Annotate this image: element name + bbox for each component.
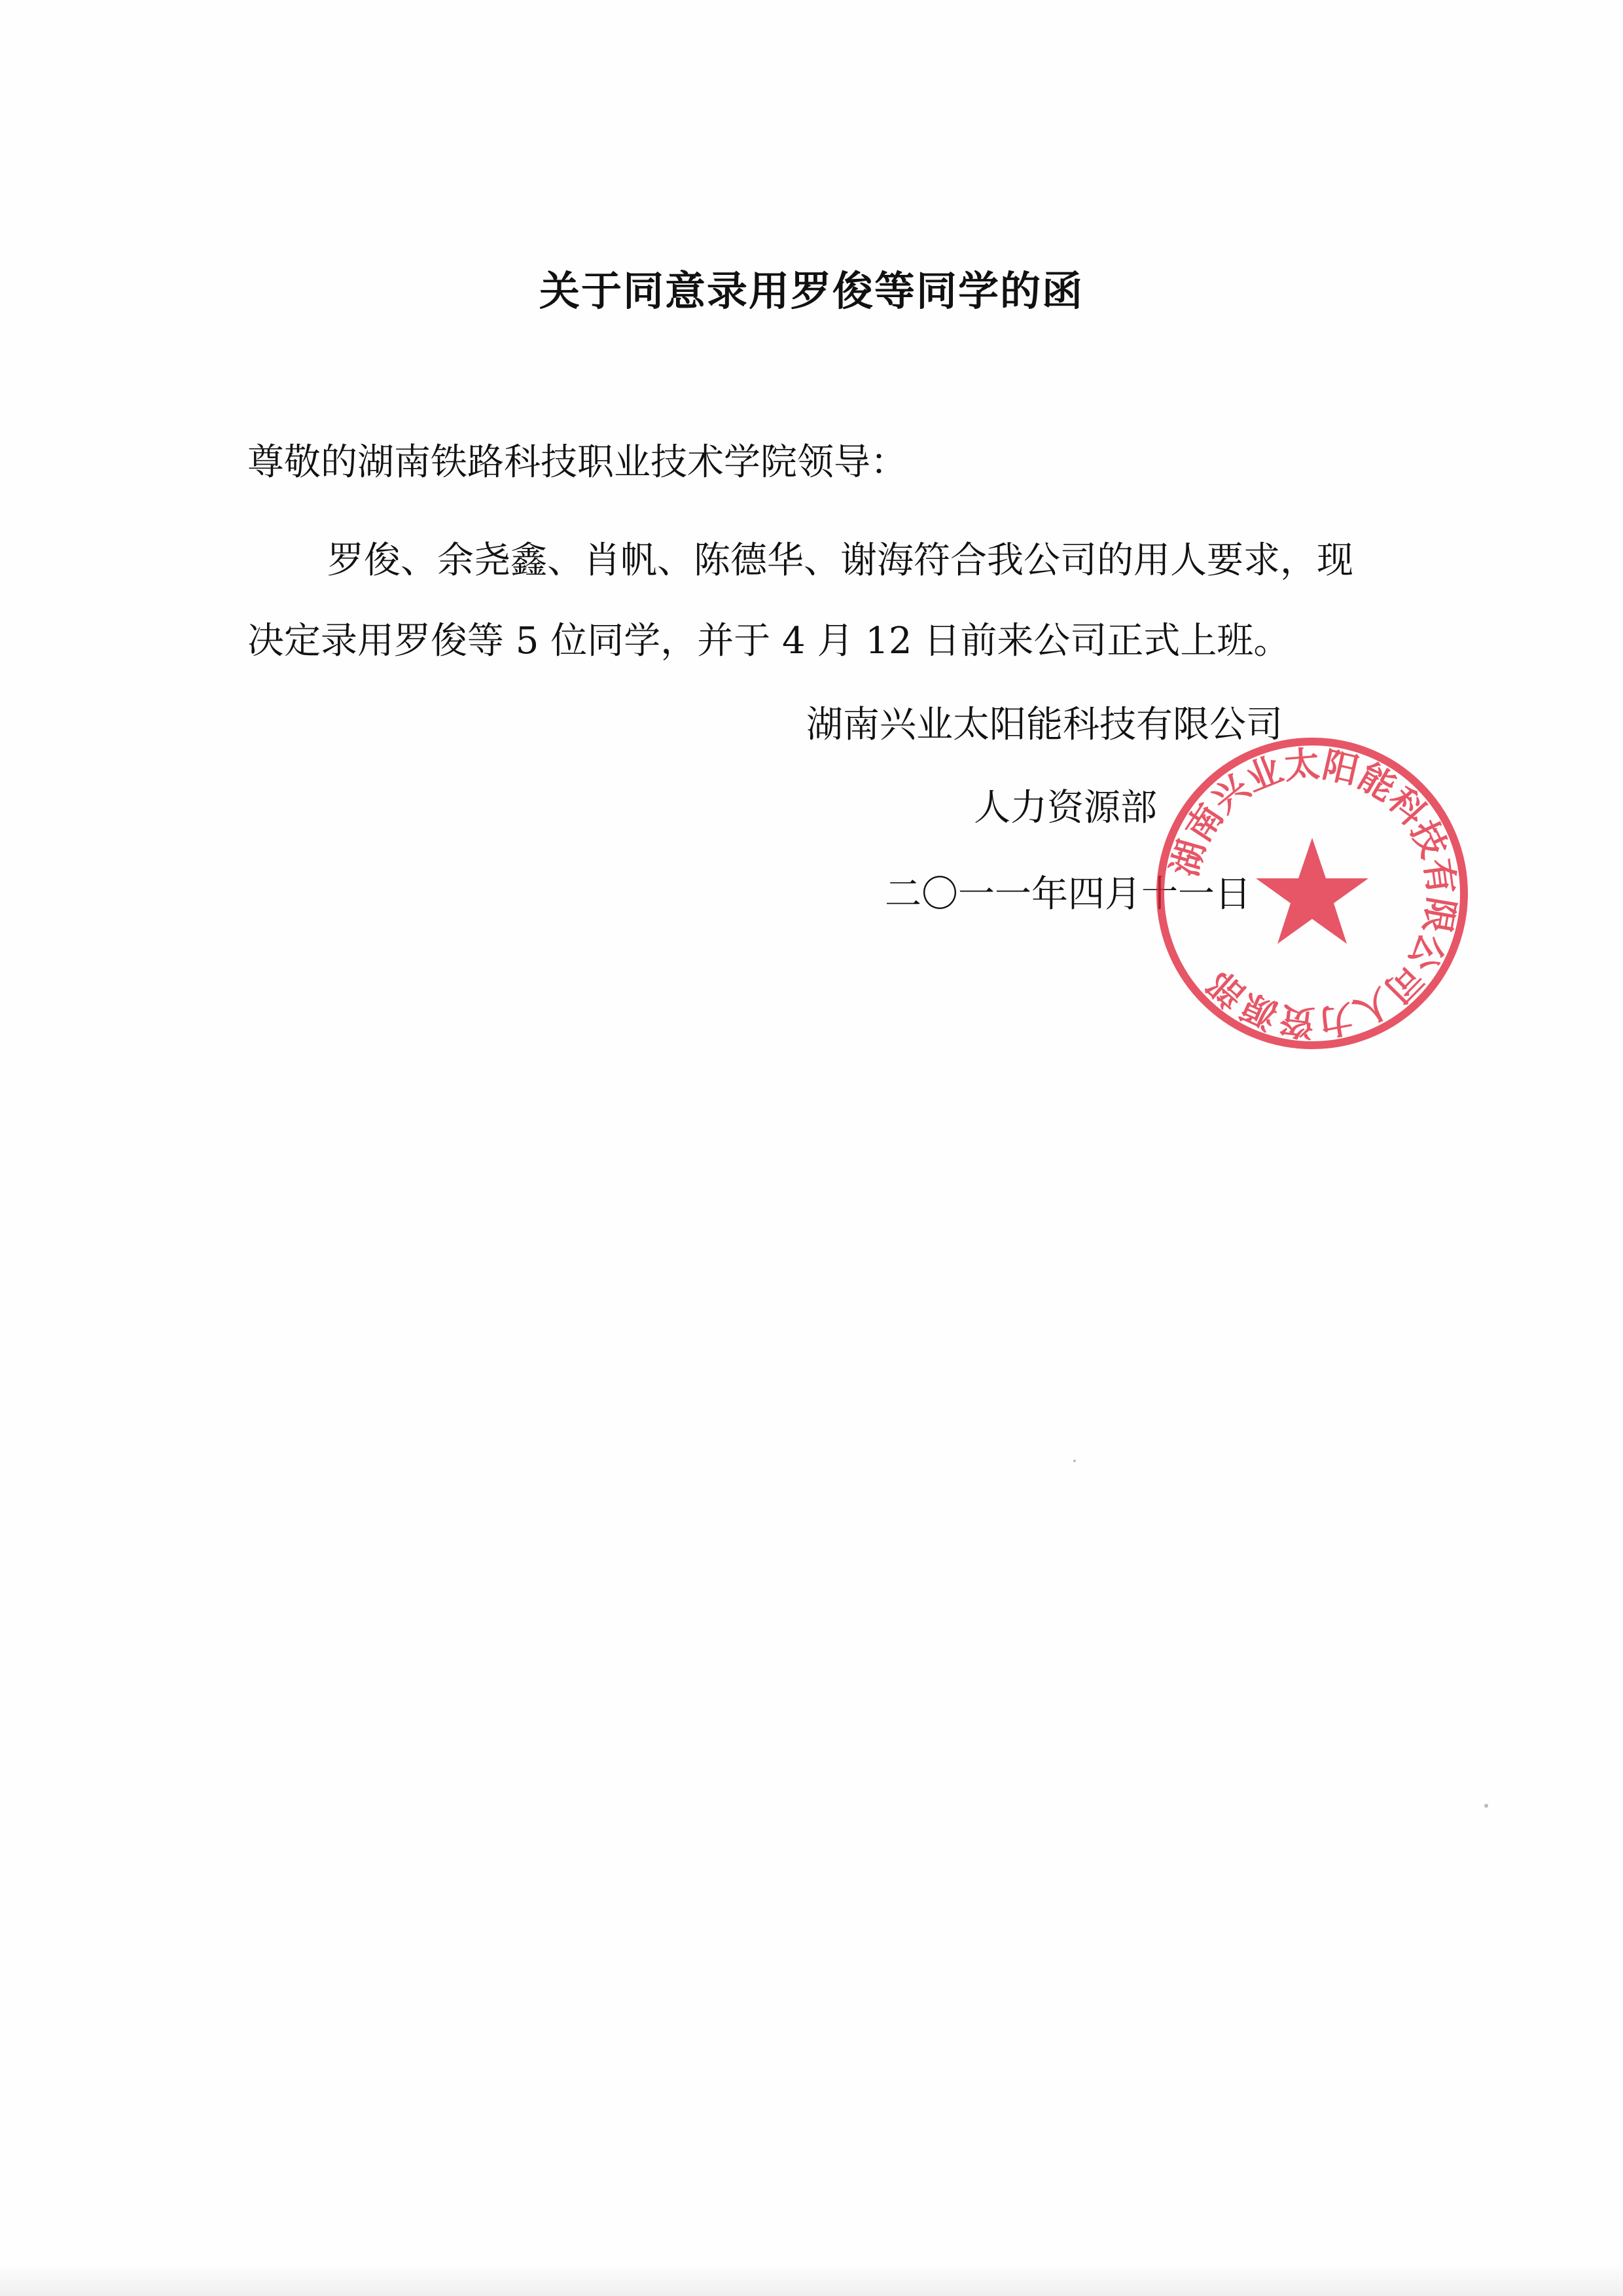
signature-date: 二〇一一年四月十一日: [885, 873, 1251, 916]
letter-salutation: 尊敬的湖南铁路科技职业技术学院领导：: [247, 441, 907, 484]
letter-body-line-1: 罗俊、余尧鑫、肖帆、陈德华、谢海符合我公司的用人要求，现: [327, 539, 1353, 582]
stamp-ring-text: 湖南兴业太阳能科技有限公司人力资源部: [1163, 742, 1463, 1045]
star-icon: [1256, 838, 1368, 944]
letter-title: 关于同意录用罗俊等同学的函: [539, 267, 1084, 315]
letter-body-line-2: 决定录用罗俊等 5 位同学，并于 4 月 12 日前来公司正式上班。: [247, 620, 1291, 662]
signature-department: 人力资源部: [974, 787, 1157, 829]
signature-company: 湖南兴业太阳能科技有限公司: [806, 704, 1283, 746]
company-seal-stamp: [1152, 733, 1472, 1054]
